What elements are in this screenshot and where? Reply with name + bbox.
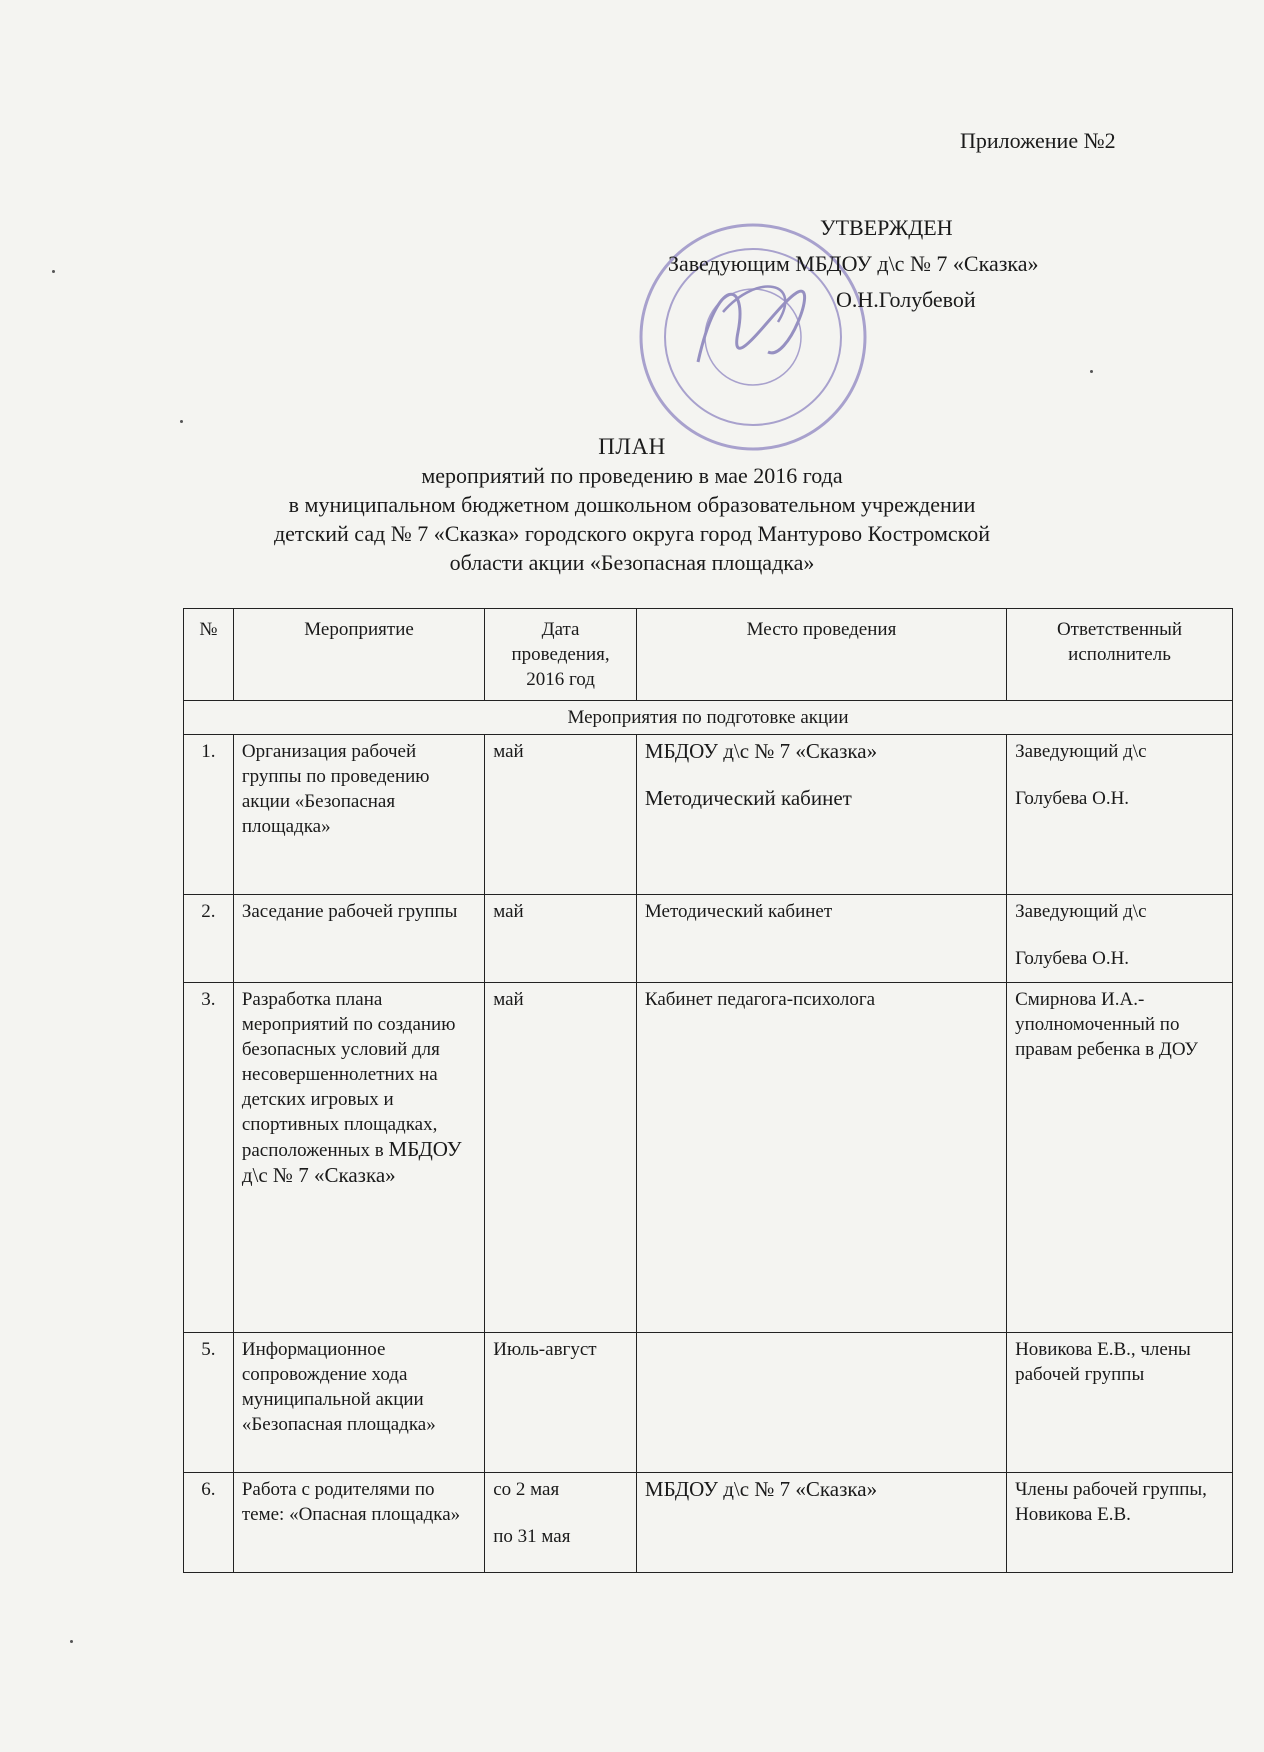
row-responsible xyxy=(1007,735,1233,895)
row-place xyxy=(636,735,1006,895)
place-line-2: Методический кабинет xyxy=(644,786,852,810)
approver-name: О.Н.Голубевой xyxy=(836,287,976,312)
row-event: Организация рабочей группы по проведению акции «Безопасная площадка» xyxy=(233,735,484,895)
row-place: Методический кабинет xyxy=(636,895,1006,983)
responsible-line-2: Голубева О.Н. xyxy=(1015,948,1130,969)
header-place: Место проведения xyxy=(636,609,1006,701)
row-number: 3. xyxy=(184,983,234,1333)
table-row xyxy=(184,735,1233,895)
date-line-2: по 31 мая xyxy=(493,1526,571,1547)
row-place: Кабинет педагога-психолога xyxy=(636,983,1006,1333)
responsible-line-1: Заведующий д\с xyxy=(1015,901,1147,922)
title-line-4: области акции «Безопасная площадка» xyxy=(449,550,815,575)
row-number: 2. xyxy=(184,895,234,983)
table-row xyxy=(184,1333,1233,1473)
row-date: май xyxy=(485,983,637,1333)
event-text: Разработка плана мероприятий по созданию безопасных условий для несовершеннолетних на детских игровых и спортивных площадках, расположенных в xyxy=(241,989,456,1161)
title-line-3: детский сад № 7 «Сказка» городского округа город Мантурово Костромской xyxy=(273,521,991,546)
row-date: май xyxy=(485,735,637,895)
row-place xyxy=(636,1333,1006,1473)
table-row xyxy=(184,895,1233,983)
section-row xyxy=(184,701,1233,735)
scan-speck xyxy=(1090,370,1093,373)
row-event: Информационное сопровождение хода муниципальной акции «Безопасная площадка» xyxy=(233,1333,484,1473)
title-line-2: в муниципальном бюджетном дошкольном образовательном учреждении xyxy=(288,492,976,517)
row-responsible: Члены рабочей группы, Новикова Е.В. xyxy=(1007,1473,1233,1573)
row-date: май xyxy=(485,895,637,983)
section-title: Мероприятия по подготовке акции xyxy=(184,701,1233,735)
header-no: № xyxy=(184,609,234,701)
plan-table xyxy=(183,608,1233,1573)
row-event: Заседание рабочей группы xyxy=(233,895,484,983)
event-text-tail: МБДОУ д\с № 7 «Сказка» xyxy=(241,1137,462,1187)
table-row xyxy=(184,1473,1233,1573)
row-date: Июль-август xyxy=(485,1333,637,1473)
row-number: 1. xyxy=(184,735,234,895)
header-date: Дата проведения, 2016 год xyxy=(485,609,637,701)
scan-speck xyxy=(70,1640,73,1643)
row-responsible: Смирнова И.А.- уполномоченный по правам ребенка в ДОУ xyxy=(1007,983,1233,1333)
responsible-line-2: Голубева О.Н. xyxy=(1015,788,1130,809)
row-responsible: Новикова Е.В., члены рабочей группы xyxy=(1007,1333,1233,1473)
scan-speck xyxy=(180,420,183,423)
row-date xyxy=(485,1473,637,1573)
header-responsible: Ответственный исполнитель xyxy=(1007,609,1233,701)
table-header-row xyxy=(184,609,1233,701)
approver-position: Заведующим МБДОУ д\с № 7 «Сказка» xyxy=(668,251,1039,276)
approved-label: УТВЕРЖДЕН xyxy=(820,215,953,240)
row-responsible xyxy=(1007,895,1233,983)
scan-speck xyxy=(52,270,55,273)
appendix-label: Приложение №2 xyxy=(960,128,1116,153)
table-row xyxy=(184,983,1233,1333)
plan-title xyxy=(150,432,1114,577)
row-event: Работа с родителями по теме: «Опасная площадка» xyxy=(233,1473,484,1573)
date-line-1: со 2 мая xyxy=(493,1479,560,1500)
row-number: 5. xyxy=(184,1333,234,1473)
responsible-line-1: Заведующий д\с xyxy=(1015,741,1147,762)
title-main: ПЛАН xyxy=(598,434,666,459)
row-event xyxy=(233,983,484,1333)
approval-block xyxy=(660,210,1080,318)
place-line-1: МБДОУ д\с № 7 «Сказка» xyxy=(644,739,878,763)
row-place: МБДОУ д\с № 7 «Сказка» xyxy=(636,1473,1006,1573)
header-event: Мероприятие xyxy=(233,609,484,701)
row-number: 6. xyxy=(184,1473,234,1573)
title-line-1: мероприятий по проведению в мае 2016 года xyxy=(421,463,843,488)
